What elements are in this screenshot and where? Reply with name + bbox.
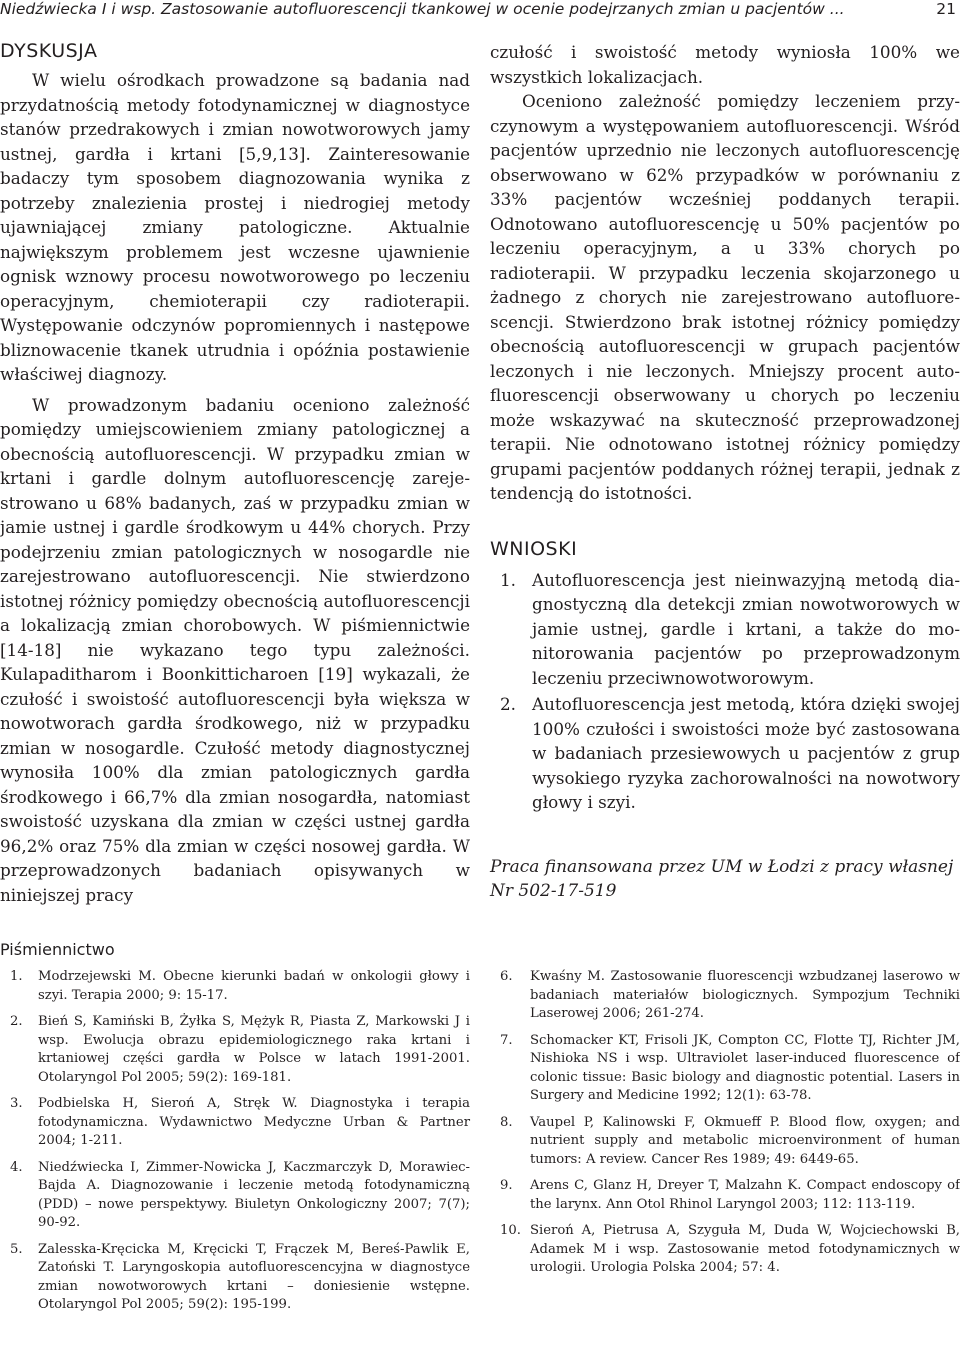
- reference-text: Vaupel P, Kalinowski F, Okmueff P. Blood flow, oxygen; and nutrient supply and metabolic microenvironment of human tumors: A review. Cancer Res 1989; 49: 6449-65.: [530, 1114, 960, 1167]
- reference-text: Schomacker KT, Frisoli JK, Compton CC, Flotte TJ, Richter JM, Nishioka NS i wsp. Ultraviolet laser-induced fluorescence of colonic tissue: Basic biology and diagnostic potential. Lasers in Surgery and Medicine 1992; 12(1): 63-78.: [530, 1032, 960, 1103]
- running-header: [0, 0, 960, 18]
- reference-item: [0, 1159, 470, 1233]
- conclusion-text: Autofluorescencja jest metodą, która dzięki swojej 100% czułości i swoistości może być zastosowana w badaniach przesiewowych u pacjentów z grup wysokiego ryzyka zachorowalności na nowotwory głowy i szyi.: [532, 694, 960, 812]
- reference-item: [492, 968, 960, 1024]
- reference-item: [0, 1013, 470, 1087]
- reference-number: 3.: [10, 1096, 23, 1111]
- reference-item: [492, 1177, 960, 1214]
- reference-number: 4.: [10, 1159, 23, 1175]
- right-column: [490, 40, 960, 920]
- reference-number: 2.: [10, 1014, 23, 1029]
- references-left-column: [0, 968, 470, 1323]
- reference-text: Bień S, Kamiński B, Żyłka S, Mężyk R, Piasta Z, Markowski J i wsp. Ewolucja obrazu epidemiologicznego raka krtani i krtaniowej części gardła w Polsce w latach 1991-2001. Otolaryngol Pol 2005; 59(2): 169-181.: [38, 1014, 470, 1085]
- funding-note: Praca finansowana przez UM w Łodzi z pracy własnej Nr 502-17-519: [490, 856, 954, 901]
- conclusion-number: 2.: [500, 694, 517, 714]
- discussion-heading: DYSKUSJA: [0, 40, 98, 62]
- discussion-paragraph-2: W prowadzonym badaniu oceniono zależność pomiędzy umiejscowieniem zmiany patologicznej a obecnością autofluorescencji. W przypadku zmian w krtani i gardle dolnym autofluorescencję zarejestrowano u 68% badanych, zaś w przypadku zmian w jamie ustnej i gardle środkowym u 44% chorych. Przy podejrzeniu zmian patologicznych w nosogardle nie zarejestrowano autofluorescencji. Nie stwierdzono istotnej różnicy pomiędzy obecnością autofluorescencji a lokalizacją zmian chorobowych. W piśmiennictwie [14-18] nie wykazano tego typu zależności. Kulapaditharom i Boonkitticharoen [19] wykazali, że czułość i swoistość autofluorescencji była większa w nowotworach gardła środkowego, niż w przypadku zmian w nosogardle. Czułość metody diagnostycznej wynosiła 100% dla zmian patologicznych gardła środkowego i 66,7% dla zmian nosogardła, natomiast swoistość uzyskana dla zmian w części ustnej gardła 96,2% oraz 75% dla zmian w części nosowej gardła. W przeprowadzonych badaniach opisywanych w niniejszej pracy: [0, 394, 470, 905]
- reference-text: Modrzejewski M. Obecne kierunki badań w onkologii głowy i szyi. Terapia 2000; 9: 15-17.: [38, 969, 470, 1003]
- discussion-paragraph-3: czułość i swoistość metody wyniosła 100% we wszystkich lokalizacjach.: [490, 42, 960, 87]
- reference-text: Arens C, Glanz H, Dreyer T, Malzahn K. Compact endoscopy of the larynx. Ann Otol Rhinol Laryngol 2003; 112: 113-119.: [530, 1178, 960, 1212]
- reference-number: 7.: [500, 1032, 513, 1048]
- reference-item: [0, 1241, 470, 1315]
- reference-item: [492, 1222, 960, 1278]
- conclusions-heading: WNIOSKI: [490, 537, 578, 560]
- reference-number: 6.: [500, 969, 513, 984]
- reference-text: Podbielska H, Sieroń A, Stręk W. Diagnostyka i terapia fotodynamiczna. Wydawnictwo Medyczne Urban & Partner 2004; 1-211.: [38, 1096, 470, 1148]
- reference-text: Zalesska-Kręcicka M, Kręcicki T, Frączek M, Bereś-Pawlik E, Zatoński T. Laryngoskopia autofluorescencyjna w diagnostyce zmian nowotworowych krtani – doniesienie wstępne. Otolaryngol Pol 2005; 59(2): 195-199.: [38, 1241, 470, 1312]
- reference-number: 5.: [10, 1241, 23, 1257]
- reference-number: 9.: [500, 1178, 513, 1193]
- left-column: [0, 40, 470, 907]
- references-heading: Piśmiennictwo: [0, 940, 115, 959]
- reference-number: 10.: [500, 1223, 521, 1238]
- conclusion-item: [490, 568, 960, 691]
- reference-text: Kwaśny M. Zastosowanie fluorescencji wzbudzanej laserowo w badaniach materiałów biologicznych. Sympozjum Techniki Laserowej 2006; 261-274.: [530, 969, 960, 1021]
- reference-item: [0, 1095, 470, 1151]
- running-title: Niedźwiecka I i wsp. Zastosowanie autofluorescencji tkankowej w ocenie podejrzanych zmian u pacjentów ...: [0, 0, 845, 18]
- references-right-column: [492, 968, 960, 1286]
- discussion-paragraph-1: W wielu ośrodkach prowadzone są badania nad przydatnością metody fotodynamicznej w diagnostyce stanów przedrakowych i zmian nowotworowych jamy ustnej, gardła i krtani [5,9,13]. Zainteresowanie badaczy tym sposobem diagnozowania wynika z potrzeby znalezienia prostej i niedrogiej metody ujawniającej zmiany patologiczne. Aktualnie największym problemem jest wczesne ujawnienie ognisk wznowy procesu nowotworowego po leczeniu operacyjnym, chemioterapii czy radioterapii. Występowanie odczynów popromiennych i następowe bliznowacenie tkanek utrudnia i opóźnia postawienie właściwej diagnozy.: [0, 70, 470, 384]
- reference-item: [492, 1032, 960, 1106]
- page-number: 21: [936, 0, 956, 18]
- reference-item: [492, 1114, 960, 1170]
- discussion-paragraph-4: Oceniono zależność pomiędzy leczeniem przyczynowym a występowaniem autofluorescencji. Wśród pacjentów uprzednio nie leczonych autofluorescencję obserwowano w 62% przypadków w porównaniu z 33% pacjentów wcześniej poddanych terapii. Odnotowano autofluorescencję u 50% pacjentów po leczeniu operacyjnym, a u 33% chorych po radioterapii. W przypadku leczenia skojarzonego u żadnego z chorych nie zarejestrowano autofluorescencji. Stwierdzono brak istotnej różnicy pomiędzy obecnością autofluorescencji w grupach pacjentów leczonych i nie leczonych. Mniejszy procent autofluorescencji obserwowany u chorych po leczeniu może wskazywać na skuteczność przeprowadzonej terapii. Nie odnotowano istotnej różnicy pomiędzy grupami pacjentów poddanych różnej terapii, jednak z tendencją do istotności.: [490, 91, 960, 503]
- conclusion-number: 1.: [500, 569, 517, 590]
- reference-text: Sieroń A, Pietrusa A, Szyguła M, Duda W, Wojciechowski B, Adamek M i wsp. Zastosowanie metod fotodynamicznych w urologii. Urologia Polska 2004; 57: 4.: [530, 1223, 960, 1275]
- reference-number: 8.: [500, 1114, 513, 1130]
- conclusion-text: Autofluorescencja jest nieinwazyjną metodą diagnostyczną dla detekcji zmian nowotworowych w jamie ustnej, gardle i krtani, a także do monitorowania pacjentów po przeprowadzonym leczeniu przeciwnowotworowym.: [532, 569, 960, 688]
- reference-text: Niedźwiecka I, Zimmer-Nowicka J, Kaczmarczyk D, Morawiec-Bajda A. Diagnozowanie i leczenie metodą fotodynamiczną (PDD) – nowe perspektywy. Biuletyn Onkologiczny 2007; 7(7); 90-92.: [38, 1159, 470, 1230]
- conclusions-list: [490, 568, 960, 815]
- reference-number: 1.: [10, 969, 23, 984]
- reference-item: [0, 968, 470, 1005]
- conclusion-item: [490, 692, 960, 815]
